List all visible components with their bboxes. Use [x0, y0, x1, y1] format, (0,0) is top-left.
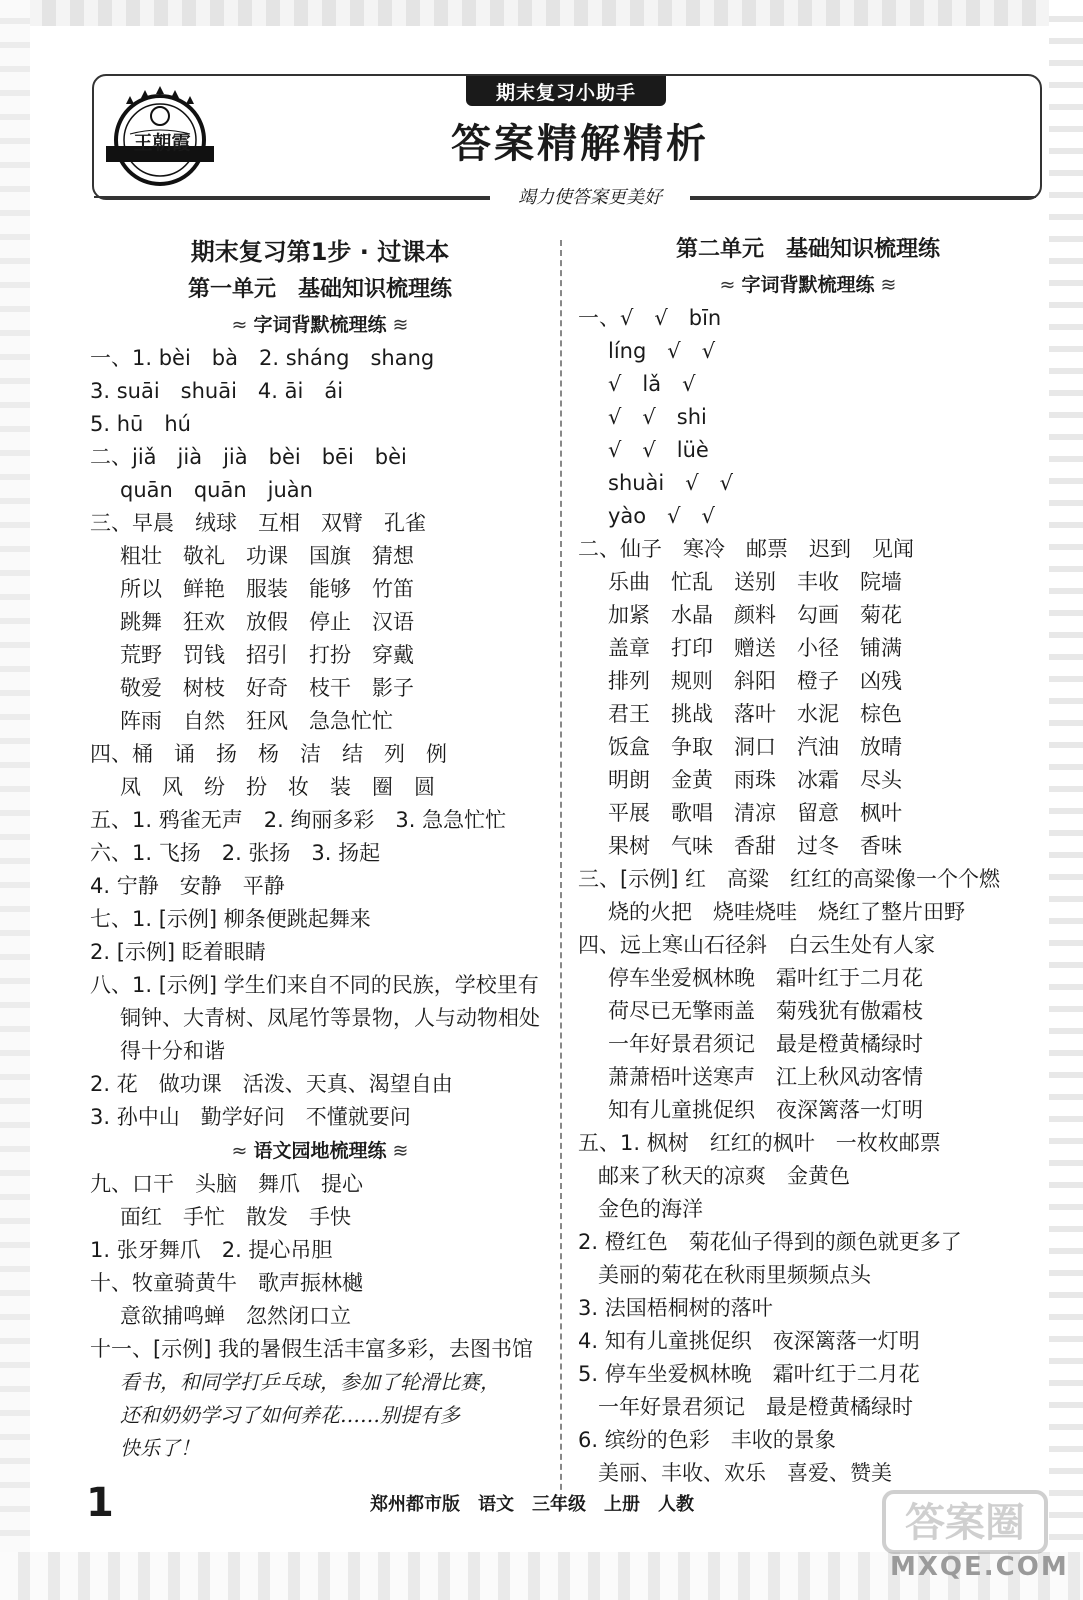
wave-icon: ≈ — [719, 274, 742, 296]
footer-edition-info: 郑州都市版 语文 三年级 上册 人教 — [370, 1494, 694, 1515]
answer-line: 美丽、丰收、欢乐 喜爱、赞美 — [598, 1461, 892, 1485]
answer-line: 三、[示例] 红 高粱 红红的高粱像一个个燃 — [578, 867, 1001, 891]
answer-line: 明朗 金黄 雨珠 冰霜 尽头 — [608, 768, 902, 792]
answer-line: 一、√ √ bīn — [578, 306, 722, 330]
answer-line: shuài √ √ — [608, 471, 734, 495]
answer-line: 果树 气味 香甜 过冬 香味 — [608, 834, 902, 858]
subsection-heading: ≈ 字词背默梳理练 ≋ — [231, 314, 409, 336]
answer-line: 3. 法国梧桐树的落叶 — [578, 1296, 773, 1320]
answer-line: 意欲捕鸣蝉 忽然闭口立 — [120, 1304, 351, 1328]
answer-line: 美丽的菊花在秋雨里频频点头 — [598, 1263, 871, 1287]
answer-line: 停车坐爱枫林晚 霜叶红于二月花 — [608, 966, 923, 990]
page-edge-top — [0, 0, 1083, 26]
page-edge-left — [0, 0, 30, 1600]
answer-line: 面红 手忙 散发 手快 — [120, 1205, 351, 1229]
header-tag: 期末复习小助手 — [466, 76, 666, 106]
answer-line: 铜钟、大青树、凤尾竹等景物，人与动物相处 — [120, 1006, 540, 1030]
answer-line: 1. 张牙舞爪 2. 提心吊胆 — [90, 1238, 333, 1262]
answer-line: 粗壮 敬礼 功课 国旗 猜想 — [120, 544, 414, 568]
wave-icon: ≈ — [231, 314, 254, 336]
slogan-rule-left — [94, 196, 490, 198]
slogan: 竭力使答案更美好 — [490, 183, 690, 209]
answer-line: 敬爱 树枝 好奇 枝干 影子 — [120, 676, 414, 700]
answer-line: quān quān juàn — [120, 478, 313, 502]
answer-line: 二、仙子 寒冷 邮票 迟到 见闻 — [578, 537, 914, 561]
answer-line: líng √ √ — [608, 339, 716, 363]
answer-line: √ lǎ √ — [608, 372, 696, 396]
answer-line: 四、桶 诵 扬 杨 洁 结 列 例 — [90, 742, 447, 766]
answer-line: 2. [示例] 眨着眼睛 — [90, 940, 266, 964]
answer-line: 2. 花 做功课 活泼、天真、渴望自由 — [90, 1072, 453, 1096]
answer-line: 4. 知有儿童挑促织 夜深篱落一灯明 — [578, 1329, 920, 1353]
section-title: 期末复习第1步 · 过课本 — [190, 238, 450, 266]
answer-line: 加紧 水晶 颜料 勾画 菊花 — [608, 603, 902, 627]
answer-line: 二、jiǎ jià jià bèi bēi bèi — [90, 445, 407, 469]
answer-line: 排列 规则 斜阳 橙子 凶残 — [608, 669, 902, 693]
answer-line: 荷尽已无擎雨盖 菊残犹有傲霜枝 — [608, 999, 923, 1023]
left-column — [90, 232, 550, 1465]
unit-title: 第二单元 基础知识梳理练 — [675, 237, 940, 262]
answer-line: √ √ lüè — [608, 438, 709, 462]
unit-title: 第一单元 基础知识梳理练 — [187, 277, 452, 302]
handwritten-answer-line: 还和奶奶学习了如何养花……别提有多 — [120, 1403, 460, 1427]
answer-line: 荒野 罚钱 招引 打扮 穿戴 — [120, 643, 414, 667]
answer-line: 一年好景君须记 最是橙黄橘绿时 — [608, 1032, 923, 1056]
column-divider — [560, 240, 562, 1510]
answer-line: 盖章 打印 赠送 小径 铺满 — [608, 636, 902, 660]
answer-line: 九、口干 头脑 舞爪 提心 — [90, 1172, 363, 1196]
wave-icon: ≋ — [874, 274, 897, 296]
answer-line: 阵雨 自然 狂风 急急忙忙 — [120, 709, 393, 733]
answer-line: 十、牧童骑黄牛 歌声振林樾 — [90, 1271, 363, 1295]
answer-line: 5. 停车坐爱枫林晚 霜叶红于二月花 — [578, 1362, 920, 1386]
answer-line: 十一、[示例] 我的暑假生活丰富多彩，去图书馆 — [90, 1337, 534, 1361]
watermark-domain: MXQE.COM — [890, 1552, 1069, 1582]
answer-line: 三、早晨 绒球 互相 双臂 孔雀 — [90, 511, 426, 535]
answer-line: 3. 孙中山 勤学好问 不懂就要问 — [90, 1105, 411, 1129]
answer-line: 4. 宁静 安静 平静 — [90, 874, 285, 898]
answer-line: 平展 歌唱 清凉 留意 枫叶 — [608, 801, 902, 825]
answer-line: 五、1. 枫树 红红的枫叶 一枚枚邮票 — [578, 1131, 941, 1155]
answer-line: 金色的海洋 — [598, 1197, 703, 1221]
wave-icon: ≋ — [386, 314, 409, 336]
handwritten-answer-line: 快乐了！ — [120, 1436, 200, 1460]
page-number: 1 — [86, 1480, 114, 1526]
answer-line: 得十分和谐 — [120, 1039, 225, 1063]
answer-line: 凤 风 纷 扮 妆 装 圈 圆 — [120, 775, 435, 799]
answer-line: 知有儿童挑促织 夜深篱落一灯明 — [608, 1098, 923, 1122]
right-column — [578, 232, 1038, 1490]
wave-icon: ≋ — [386, 1140, 409, 1162]
wave-icon: ≈ — [231, 1140, 254, 1162]
page-edge-right — [1049, 0, 1083, 1600]
handwritten-answer-line: 看书，和同学打乒乓球，参加了轮滑比赛， — [120, 1370, 500, 1394]
answer-line: 七、1. [示例] 柳条便跳起舞来 — [90, 907, 371, 931]
answer-line: 烧的火把 烧哇烧哇 烧红了整片田野 — [608, 900, 965, 924]
slogan-rule-right — [690, 196, 1036, 198]
answer-line: 一年好景君须记 最是橙黄橘绿时 — [598, 1395, 913, 1419]
answer-line: 6. 缤纷的色彩 丰收的景象 — [578, 1428, 836, 1452]
answer-line: 君王 挑战 落叶 水泥 棕色 — [608, 702, 902, 726]
page-title: 答案精解精析 — [451, 121, 709, 167]
answer-line: 所以 鲜艳 服装 能够 竹笛 — [120, 577, 414, 601]
logo-text: 王朝霞 — [133, 132, 191, 154]
answer-line: 2. 橙红色 菊花仙子得到的颜色就更多了 — [578, 1230, 962, 1254]
answer-line: 乐曲 忙乱 送别 丰收 院墙 — [608, 570, 902, 594]
answer-line: 四、远上寒山石径斜 白云生处有人家 — [578, 933, 935, 957]
answer-line: 5. hū hú — [90, 412, 191, 436]
svg-text:答案圈: 答案圈 — [905, 1500, 1025, 1546]
answer-line: 五、1. 鸦雀无声 2. 绚丽多彩 3. 急急忙忙 — [90, 808, 507, 832]
answer-line: 跳舞 狂欢 放假 停止 汉语 — [120, 610, 414, 634]
subsection-heading: ≈ 语文园地梳理练 ≋ — [231, 1140, 409, 1162]
answer-line: 一、1. bèi bà 2. sháng shang — [90, 346, 435, 370]
answer-line: 八、1. [示例] 学生们来自不同的民族，学校里有 — [90, 973, 539, 997]
answer-line: √ √ shi — [608, 405, 707, 429]
answer-line: 饭盒 争取 洞口 汽油 放晴 — [608, 735, 902, 759]
answer-line: yào √ √ — [608, 504, 715, 528]
answer-line: 六、1. 飞扬 2. 张扬 3. 扬起 — [90, 841, 381, 865]
subsection-heading: ≈ 字词背默梳理练 ≋ — [719, 274, 897, 296]
answer-line: 萧萧梧叶送寒声 江上秋风动客情 — [608, 1065, 923, 1089]
answer-line: 3. suāi shuāi 4. āi ái — [90, 379, 344, 403]
answer-line: 邮来了秋天的凉爽 金黄色 — [598, 1164, 850, 1188]
